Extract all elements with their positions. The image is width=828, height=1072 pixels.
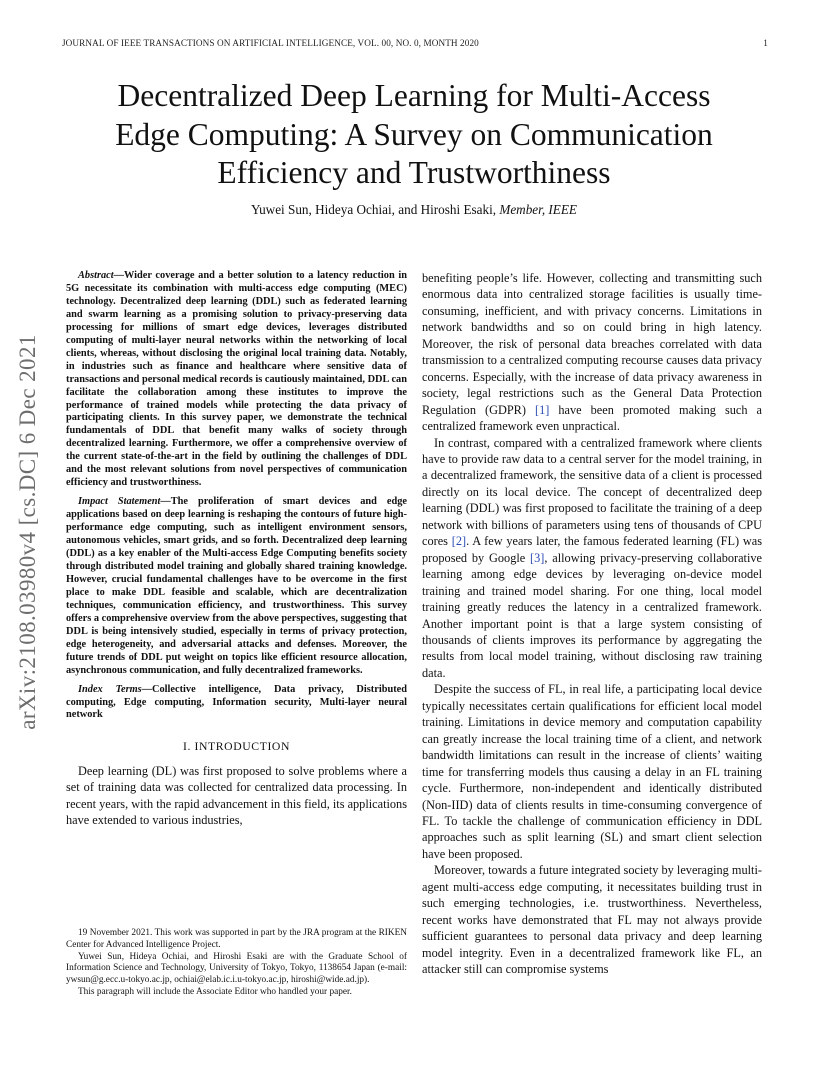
- text-run: , allowing privacy-preserving collaborative learning among edge devices by leveraging on-device model training and trained model sharing. For one thing, local model training greatly reduces the latency in a centralized framework. Another important point is that a large system consisting of thousands of clients improves its performance by aggregating the results from local model training, without disclosing raw training data.: [422, 550, 762, 680]
- running-header: [62, 38, 768, 48]
- impact-text: —The proliferation of smart devices and edge applications based on deep learning is reshaping the contours of future high-performance edge computing, such as intelligent environment sensors, autonomous vehicles, smart grids, and so forth. Decentralized deep learning (DDL) as a key enabler of the Multi-access Edge Computing benefits society through distributed model training and globally shared training knowledge. However, crucial fundamental challenges have to be overcome in the first place to make DDL feasible and scalable, which are decentralization techniques, communication efficiency, and trustworthiness. This survey offers a comprehensive overview from the above perspectives, suggesting that DDL is being intensively studied, especially in terms of privacy protection, edge heterogeneity, and adversarial attacks and defenses. Moreover, the future trends of DDL put weight on topics like efficient resource allocation, asynchronous communication, and fully decentralized frameworks.: [66, 496, 407, 676]
- right-column: [422, 270, 762, 977]
- index-terms: [66, 684, 407, 723]
- footnote-affiliation: Yuwei Sun, Hideya Ochiai, and Hiroshi Esaki are with the Graduate School of Information Science and Technology, University of Tokyo, Tokyo, 1138654 Japan (e-mail: ywsun@g.ecc.u-tokyo.ac.jp, ochiai@elab.ic.i.u-tokyo.ac.jp, hiroshi@wide.ad.jp).: [66, 951, 407, 986]
- footnote-editor: This paragraph will include the Associate Editor who handled your paper.: [78, 986, 352, 997]
- arxiv-stamp: [8, 292, 48, 772]
- running-head-text: JOURNAL OF IEEE TRANSACTIONS ON ARTIFICIAL INTELLIGENCE, VOL. 00, NO. 0, MONTH 2020: [62, 38, 479, 48]
- abstract-text: —Wider coverage and a better solution to a latency reduction in 5G necessitate its combination with multi-access edge computing (MEC) technology. Decentralized deep learning (DDL) such as federated learning and swarm learning as a promising solution to privacy-preserving data processing for millions of smart edge devices, leverages distributed computing of multi-layer neural networks within the networking of local clients, whereas, without disclosing the original local training data. Notably, in industries such as finance and healthcare where sensitive data of transactions and personal medical records is cautiously maintained, DDL can facilitate the collaboration among these institutes to improve the performance of trained models while protecting the data privacy of participating clients. In this survey paper, we demonstrate the technical fundamentals of DDL that benefit many walks of society through decentralized learning. Furthermore, we offer a comprehensive overview of the current state-of-the-art in the field by outlining the challenges of DDL and the most relevant solutions from novel perspectives of communication efficiency and trustworthiness.: [66, 270, 407, 489]
- text-run: In contrast, compared with a centralized framework where clients have to provide raw data to a central server for the model training, in a decentralized framework, the sensitive data of a client is processed directly on its local device. The concept of decentralized deep learning (DDL) was first proposed to facilitate the training of a deep network with billions of parameters using tens of thousands of CPU cores: [422, 435, 762, 549]
- body-paragraph: Despite the success of FL, in real life, a participating local device typically necessitates certain qualifications for efficient local model training. Limitations in device memory and computation capability can greatly increase the local training time of a client, and network bandwidth limitations can result in the increase of clients’ waiting time for transferring models thus causing a delay in an FL training cycle. Furthermore, non-independent and identically distributed (Non-IID) data of clients results in time-consuming convergence of FL. To tackle the challenge of communication efficiency in DDL approaches such as split learning (SL) and smart client selection have been proposed.: [422, 682, 762, 861]
- abstract-label: Abstract: [78, 270, 114, 281]
- index-terms-text: —Collective intelligence, Data privacy, Distributed computing, Edge computing, Information security, Multi-layer neural network: [66, 683, 407, 721]
- abstract: [66, 270, 407, 490]
- impact-statement: [66, 496, 407, 677]
- author-membership: Member, IEEE: [499, 202, 577, 217]
- body-paragraph: Moreover, towards a future integrated society by leveraging multi-agent multi-access edge computing, it necessitates building trust in such emerging technologies, i.e. trustworthiness. Nevertheless, recent works have demonstrated that FL may not always provide sufficient guarantees to personal data privacy and deep learning model integrity. Even in a decentralized framework like FL, an attacker still can compromise systems: [422, 863, 762, 977]
- text-run: benefiting people’s life. However, collecting and transmitting such enormous data into centralized storage facilities is usually time-consuming, inefficient, and with privacy concerns. Limitations in network bandwidths and so on could bring in high latency. Moreover, the risk of personal data breaches correlated with data transmission to a centralized computing recourse causes data privacy concerns. Especially, with the increase of data privacy awareness in society, legal restrictions such as the General Data Protection Regulation (GDPR): [422, 271, 762, 417]
- intro-paragraph: Deep learning (DL) was first proposed to solve problems where a set of training data was collected for centralized data processing. In recent years, with the rapid advancement in this field, its applications have extended to various industries,: [66, 763, 407, 827]
- body-paragraph: [422, 435, 762, 682]
- text-run: have been promoted making such a centralized framework even unpractical.: [422, 402, 762, 434]
- impact-label: Impact Statement: [78, 496, 161, 508]
- body-paragraph: [422, 270, 762, 435]
- citation-link[interactable]: [3]: [530, 550, 545, 565]
- author-names: Yuwei Sun, Hideya Ochiai, and Hiroshi Esaki,: [251, 202, 497, 217]
- arxiv-stamp-text[interactable]: arXiv:2108.03980v4 [cs.DC] 6 Dec 2021: [15, 334, 40, 730]
- title-line-3: Efficiency and Trustworthiness: [217, 155, 611, 190]
- citation-link[interactable]: [1]: [535, 402, 550, 417]
- footnote-date-funding: 19 November 2021. This work was supported in part by the JRA program at the RIKEN Center for Advanced Intelligence Project.: [66, 928, 407, 950]
- index-terms-label: Index Terms: [78, 683, 142, 695]
- title-line-1: Decentralized Deep Learning for Multi-Access: [117, 78, 711, 113]
- title-line-2: Edge Computing: A Survey on Communication: [115, 116, 713, 152]
- citation-link[interactable]: [2]: [451, 534, 467, 549]
- left-column: [66, 270, 407, 828]
- footnotes: [66, 928, 407, 999]
- paper-title: [60, 77, 768, 193]
- page-number: 1: [763, 38, 768, 48]
- section-heading-introduction: I. INTRODUCTION: [182, 740, 291, 754]
- text-run: . A few years later, the famous federated learning (FL) was proposed by Google: [422, 534, 762, 565]
- author-list: [60, 202, 768, 218]
